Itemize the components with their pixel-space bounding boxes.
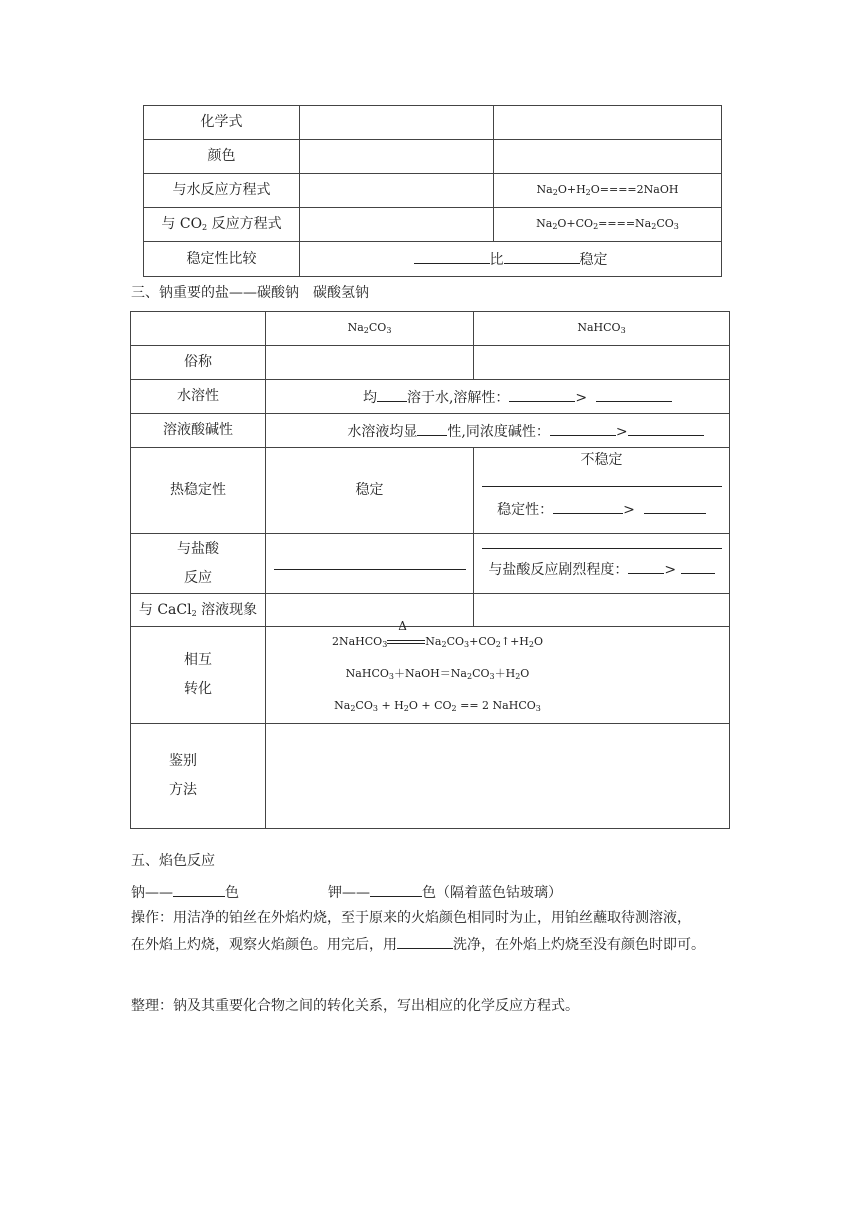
- label-identification: 鉴别 方法: [131, 724, 266, 829]
- formula-cell-1[interactable]: [300, 106, 494, 140]
- blank[interactable]: [550, 421, 616, 436]
- water-cell-1[interactable]: [300, 174, 494, 208]
- color-cell-2[interactable]: [494, 140, 722, 174]
- cacl2-nahco3[interactable]: [474, 594, 730, 627]
- row-label-stability: 稳定性比较: [144, 242, 300, 277]
- equation-naoh: $NaHCO_3+NaOH=Na_2CO_3+H_2O$: [345, 667, 530, 681]
- label-hcl: 与盐酸 反应: [131, 534, 266, 594]
- section5-title: 五、焰色反应: [131, 853, 215, 869]
- blank[interactable]: [509, 387, 575, 402]
- label-cacl2: 与 CaCl$_2$ 溶液现象: [131, 594, 266, 627]
- heat-arrow: Δ: [387, 636, 425, 648]
- label-conversion: 相互 转化: [131, 627, 266, 724]
- carbonate-comparison-table: [130, 311, 730, 829]
- hcl-na2co3-cell[interactable]: [266, 534, 474, 594]
- solubility-cell: 均 溶于水,溶解性： >: [266, 380, 730, 414]
- header-nahco3: NaHCO$_3$: [474, 312, 730, 346]
- row-label-formula: 化学式: [144, 106, 300, 140]
- na2o-water-equation: $Na_2O+H_2O====2NaOH$: [494, 174, 722, 208]
- blank[interactable]: [504, 249, 580, 264]
- blank[interactable]: [417, 421, 447, 436]
- blank[interactable]: [370, 882, 422, 897]
- flame-sodium: 钠—— 色: [131, 882, 239, 902]
- alias-na2co3[interactable]: [266, 346, 474, 380]
- identification-cell[interactable]: [266, 724, 730, 829]
- section3-title: 三、钠重要的盐——碳酸钠 碳酸氢钠: [131, 285, 369, 301]
- blank[interactable]: [377, 387, 407, 402]
- label-alias: 俗称: [131, 346, 266, 380]
- blank[interactable]: [628, 421, 704, 436]
- answer-line[interactable]: [274, 557, 466, 570]
- blank[interactable]: [173, 882, 225, 897]
- blank[interactable]: [596, 387, 672, 402]
- summary-text: 整理：钠及其重要化合物之间的转化关系，写出相应的化学反应方程式。: [131, 998, 579, 1014]
- row-label-water: 与水反应方程式: [144, 174, 300, 208]
- oxide-comparison-table: [143, 105, 722, 277]
- operation-paragraph: 操作：用洁净的铂丝在外焰灼烧，至于原来的火焰颜色相同时为止，用铂丝蘸取待测溶液， 在外焰上灼烧，观察火焰颜色。用完后，用 洗净，在外焰上灼烧至没有颜色时即可。: [131, 910, 705, 953]
- color-cell-1[interactable]: [300, 140, 494, 174]
- blank[interactable]: [553, 499, 623, 514]
- co2-cell-1[interactable]: [300, 208, 494, 242]
- answer-line[interactable]: [482, 478, 722, 487]
- flame-potassium: 钾—— 色（隔着蓝色钴玻璃）: [328, 882, 562, 902]
- blank[interactable]: [644, 499, 706, 514]
- blank[interactable]: [681, 559, 715, 574]
- equation-co2: $Na_2CO_3 + H_2O + CO_2 == 2$ NaHCO$_3$: [334, 699, 541, 713]
- blank[interactable]: [397, 934, 453, 949]
- blank[interactable]: [414, 249, 490, 264]
- answer-line[interactable]: [482, 540, 722, 549]
- header-na2co3: $Na_2CO_3$: [266, 312, 474, 346]
- label-thermal: 热稳定性: [131, 448, 266, 534]
- thermal-na2co3: 稳定: [266, 448, 474, 534]
- row-label-co2: 与 $CO_2$ 反应方程式: [144, 208, 300, 242]
- header-empty: [131, 312, 266, 346]
- equation-decomposition: 2NaHCO$_3$ Δ $Na_2CO_3+CO_2↑+H_2O$: [331, 619, 544, 649]
- thermal-nahco3-cell: 不稳定 稳定性： >: [474, 448, 730, 534]
- stability-compare-cell: 比 稳定: [300, 242, 722, 277]
- acidbase-cell: 水溶液均显 性,同浓度碱性： >: [266, 414, 730, 448]
- na2o-co2-equation: $Na_2O+CO_2====Na_2CO_3$: [494, 208, 722, 242]
- row-label-color: 颜色: [144, 140, 300, 174]
- label-solubility: 水溶性: [131, 380, 266, 414]
- blank[interactable]: [628, 559, 664, 574]
- cacl2-na2co3[interactable]: [266, 594, 474, 627]
- label-acidbase: 溶液酸碱性: [131, 414, 266, 448]
- hcl-nahco3-cell: 与盐酸反应剧烈程度： >: [474, 534, 730, 594]
- conversion-equations: [266, 619, 730, 724]
- alias-nahco3[interactable]: [474, 346, 730, 380]
- formula-cell-2[interactable]: [494, 106, 722, 140]
